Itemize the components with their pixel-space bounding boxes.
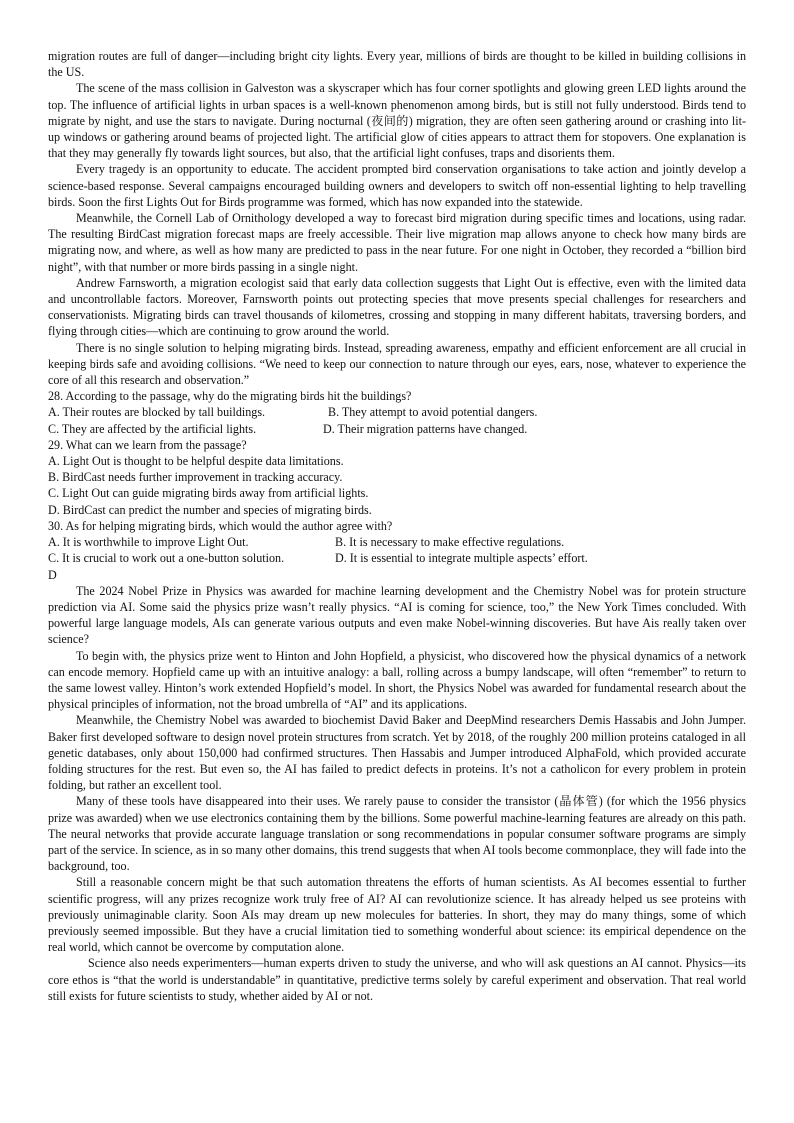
question-28-option-c: C. They are affected by the artificial lights. bbox=[48, 421, 257, 436]
question-30-option-b: B. It is necessary to make effective regulations. bbox=[335, 535, 565, 550]
question-30-options-row-2 bbox=[48, 550, 746, 566]
question-29-option-d: D. BirdCast can predict the number and species of migrating birds. bbox=[48, 502, 372, 517]
passage-d-paragraph: Still a reasonable concern might be that such automation threatens the efforts of human scientists. As AI becomes essential to further scientific progress, will any prizes recognize work truly free of AI? AI can revolutionize science. It has already helped us see proteins with previously unimaginable clarity. Soon AIs may dream up new molecules for batteries. In short, they may do many things, some of which previously seemed impossible. But they have a crucial limitation tied to something wonderful about science: its empirical dependence on the real world, which cannot be overcome by computation alone. bbox=[48, 875, 746, 955]
question-29-option-a: A. Light Out is thought to be helpful despite data limitations. bbox=[48, 454, 344, 469]
question-28-options-row-1 bbox=[48, 404, 746, 420]
passage-c-paragraph: Every tragedy is an opportunity to educate. The accident prompted bird conservation organisations to take action and jointly develop a science-based response. Several campaigns encouraged building owners and developers to switch off non-essential lighting to help travelling birds. Soon the first Lights Out for Birds programme was formed, which has now expanded into the statewide. bbox=[48, 162, 746, 209]
passage-c-paragraph: The scene of the mass collision in Galveston was a skyscraper which has four corner spotlights and glowing green LED lights around the top. The influence of artificial lights in urban spaces is a well-known phenomenon among birds, but is still not fully understood. Birds tend to migrate by night, and use the stars to navigate. During nocturnal (夜间的) migration, they are often seen gathering around or crashing into lit-up windows or gathering around beams of projected light. The artificial glow of cities appears to attract them for stopovers. One explanation is that they may generally fly towards light sources, but also, that the artificial light confuses, traps and disorients them. bbox=[48, 81, 746, 161]
question-30-option-c: C. It is crucial to work out a one-button solution. bbox=[48, 551, 285, 566]
question-30-option-d: D. It is essential to integrate multiple aspects’ effort. bbox=[335, 551, 588, 566]
question-28-stem: 28. According to the passage, why do the migrating birds hit the buildings? bbox=[48, 389, 412, 404]
question-28-option-d: D. Their migration patterns have changed. bbox=[323, 421, 528, 436]
passage-d-paragraph: The 2024 Nobel Prize in Physics was awarded for machine learning development and the Chemistry Nobel was for protein structure prediction via AI. Some said the physics prize wasn’t really physics. “AI is coming for science, too,” the New York Times concluded. With powerful large language models, AIs can generate various outputs and even make Nobel-winning discoveries. But have Ais really taken over science? bbox=[48, 583, 746, 647]
passage-c-paragraph: Meanwhile, the Cornell Lab of Ornithology developed a way to forecast bird migration during specific times and locations, using radar. The resulting BirdCast migration forecast maps are freely accessible. Their live migration map allows anyone to check how many birds are migrating now, and where, as well as how many are predicted to pass in the near future. For one night in October, they recorded a “billion bird night”, with that number or more birds passing in a single night. bbox=[48, 211, 746, 274]
exam-page bbox=[48, 48, 746, 1004]
question-28-options-row-2 bbox=[48, 421, 746, 437]
question-30-options-row-1 bbox=[48, 534, 746, 550]
passage-d-paragraph: Many of these tools have disappeared into their uses. We rarely pause to consider the transistor (晶体管) (for which the 1956 physics prize was awarded) when we use electronics containing them by the billions. Some powerful machine-learning features are already on this path. The neural networks that provide accurate language translation or song recommendations in popular consumer software programs are simply part of the service. In science, as in so many other domains, this trend suggests that when AI tools become commonplace, they will fade into the background, too. bbox=[48, 794, 746, 874]
passage-c-paragraph: Andrew Farnsworth, a migration ecologist said that early data collection suggests that Light Out is effective, even with the limited data and uncontrollable factors. Moreover, Farnsworth points out protecting species that move presents special challenges for researchers and conservationists. Migrating birds can travel thousands of kilometres, crossing and stopping in many different habitats, traversing borders, and flying through cities—which are continuing to grow around the world. bbox=[48, 275, 746, 339]
passage-c-paragraph: migration routes are full of danger—including bright city lights. Every year, millions of birds are thought to be killed in building collisions in the US. bbox=[48, 49, 746, 80]
question-30-option-a: A. It is worthwhile to improve Light Out. bbox=[48, 535, 249, 550]
question-29-option-c: C. Light Out can guide migrating birds away from artificial lights. bbox=[48, 486, 369, 501]
question-29-stem: 29. What can we learn from the passage? bbox=[48, 437, 247, 452]
question-28-option-a: A. Their routes are blocked by tall buildings. bbox=[48, 405, 266, 420]
passage-d-paragraph: Science also needs experimenters—human experts driven to study the universe, and who will ask questions an AI cannot. Physics—its core ethos is “that the world is understandable” in quantitative, predictive terms solely by careful experiment and observation. That real world still exists for future scientists to study, whether aided by AI or not. bbox=[48, 956, 746, 1003]
passage-d-heading: D bbox=[48, 567, 57, 582]
question-30-stem: 30. As for helping migrating birds, which would the author agree with? bbox=[48, 518, 393, 533]
question-28-option-b: B. They attempt to avoid potential dangers. bbox=[328, 405, 538, 420]
passage-c-paragraph: There is no single solution to helping migrating birds. Instead, spreading awareness, empathy and efficient enforcement are all crucial in keeping birds safe and avoiding collisions. “We need to keep our connection to nature through our eyes, ears, nose, whatever to experience the core of all this research and observation.” bbox=[48, 340, 746, 388]
passage-d-paragraph: To begin with, the physics prize went to Hinton and John Hopfield, a physicist, who discovered how the physical dynamics of a network can encode memory. Hopfield came up with an intuitive analogy: a ball, rolling across a bumpy landscape, will often “remember” to return to the same lowest valley. Hinton’s work extended Hopfield’s model. In short, the Physics Nobel was awarded for fundamental research about the physical principles of information, not the broad umbrella of “AI” and its applications. bbox=[48, 648, 746, 712]
question-29-option-b: B. BirdCast needs further improvement in tracking accuracy. bbox=[48, 470, 343, 485]
passage-d-paragraph: Meanwhile, the Chemistry Nobel was awarded to biochemist David Baker and DeepMind researchers Demis Hassabis and John Jumper. Baker first developed software to design novel protein structures from scratch. Yet by 2018, of the roughly 200 million proteins cataloged in all genetic databases, only about 150,000 had confirmed structures. Then Hassabis and Jumper introduced AlphaFold, which provided accurate folding structures for the rest. But even so, the AI has failed to predict defects in proteins. It’s not a catholicon for every problem in protein folding, but rather an excellent tool. bbox=[48, 713, 746, 793]
